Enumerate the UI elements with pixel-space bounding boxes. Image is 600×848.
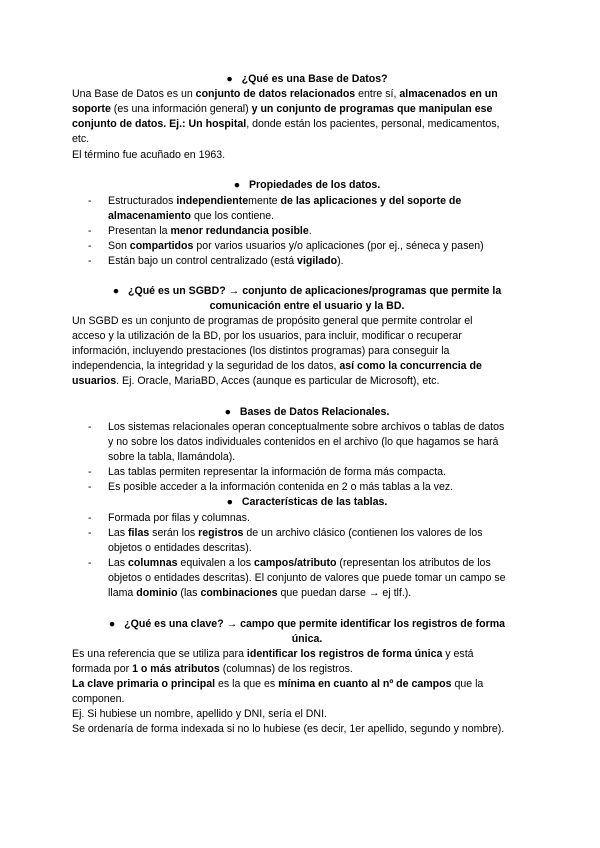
paragraph-line: usuarios. Ej. Oracle, MariaBD, Acces (aunque es particular de Microsoft), etc. [72,375,440,387]
paragraph-line: independencia, la integridad y la seguridad de los datos, así como la concurrencia de [72,360,482,372]
heading-sgbd-continued: comunicación entre el usuario y la BD. [209,300,405,312]
heading-clave: ● ¿Qué es una clave? → campo que permite identificar los registros de forma [108,618,506,630]
dash-bullet: - [88,557,92,569]
paragraph-line: etc. [72,133,90,145]
paragraph-line: Ej. Si hubiese un nombre, apellido y DNI, sería el DNI. [72,708,327,720]
heading-sgbd: ● ¿Qué es un SGBD? → conjunto de aplicaciones/programas que permite la [112,285,502,297]
paragraph-line: componen. [72,693,125,705]
list-item: Las columnas equivalen a los campos/atributo (representan los atributos de los [108,557,491,569]
dash-bullet: - [88,255,92,267]
heading-bd-relacionales: ● Bases de Datos Relacionales. [224,406,390,418]
dash-bullet: - [88,195,92,207]
list-item: Las tablas permiten representar la información de forma más compacta. [108,466,446,478]
paragraph-line: información, incluyendo prestaciones (los distintos programas) para conseguir la [72,345,450,357]
list-item: Es posible acceder a la información contenida en 2 o más tablas a la vez. [108,481,454,493]
list-item-continued: sobre la tabla, llamándola). [108,451,236,463]
paragraph-line: El término fue acuñado en 1963. [72,149,226,161]
paragraph-line: Un SGBD es un conjunto de programas de propósito general que permite controlar el [72,315,473,327]
paragraph-line: La clave primaria o principal es la que es mínima en cuanto al nº de campos que la [72,678,484,690]
list-item-continued: objetos o entidades descritas). El conjunto de valores que puede tomar un campo se [108,572,506,584]
heading-clave-continued: única. [291,633,323,645]
dash-bullet: - [88,225,92,237]
list-item: Están bajo un control centralizado (está vigilado). [108,255,344,267]
paragraph-line: acceso y la utilización de la BD, por los usuarios, para incluir, modificar o recuperar [72,330,462,342]
list-item: Las filas serán los registros de un archivo clásico (contienen los valores de los [108,527,483,539]
dash-bullet: - [88,240,92,252]
list-item-continued: y no sobre los datos individuales contenidos en el archivo (lo que hagamos se hará [108,436,499,448]
heading-base-de-datos: ● ¿Qué es una Base de Datos? [226,73,388,85]
list-item: Los sistemas relacionales operan conceptualmente sobre archivos o tablas de datos [108,421,505,433]
paragraph-line: conjunto de datos. Ej.: Un hospital, donde están los pacientes, personal, medicamentos, [72,118,500,130]
heading-caracteristicas: ● Características de las tablas. [226,496,388,508]
list-item: Presentan la menor redundancia posible. [108,225,312,237]
list-item: Estructurados independientemente de las aplicaciones y del soporte de [108,195,462,207]
dash-bullet: - [88,527,92,539]
dash-bullet: - [88,512,92,524]
list-item: Son compartidos por varios usuarios y/o aplicaciones (por ej., séneca y pasen) [108,240,484,252]
dash-bullet: - [88,466,92,478]
list-item-continued: almacenamiento que los contiene. [108,210,275,222]
paragraph-line: Una Base de Datos es un conjunto de datos relacionados entre sí, almacenados en un [72,88,498,100]
paragraph-line: formada por 1 o más atributos (columnas) de los registros. [72,663,353,675]
list-item: Formada por filas y columnas. [108,512,250,524]
paragraph-line: Es una referencia que se utiliza para identificar los registros de forma única y está [72,648,474,660]
list-item-continued: objetos o entidades descritas). [108,542,252,554]
paragraph-line: soporte (es una información general) y un conjunto de programas que manipulan ese [72,103,493,115]
heading-propiedades: ● Propiedades de los datos. [233,179,381,191]
paragraph-line: Se ordenaría de forma indexada si no lo hubiese (es decir, 1er apellido, segundo y nombre). [72,723,505,735]
dash-bullet: - [88,421,92,433]
dash-bullet: - [88,481,92,493]
list-item-continued: llama dominio (las combinaciones que puedan darse → ej tlf.). [108,587,412,599]
